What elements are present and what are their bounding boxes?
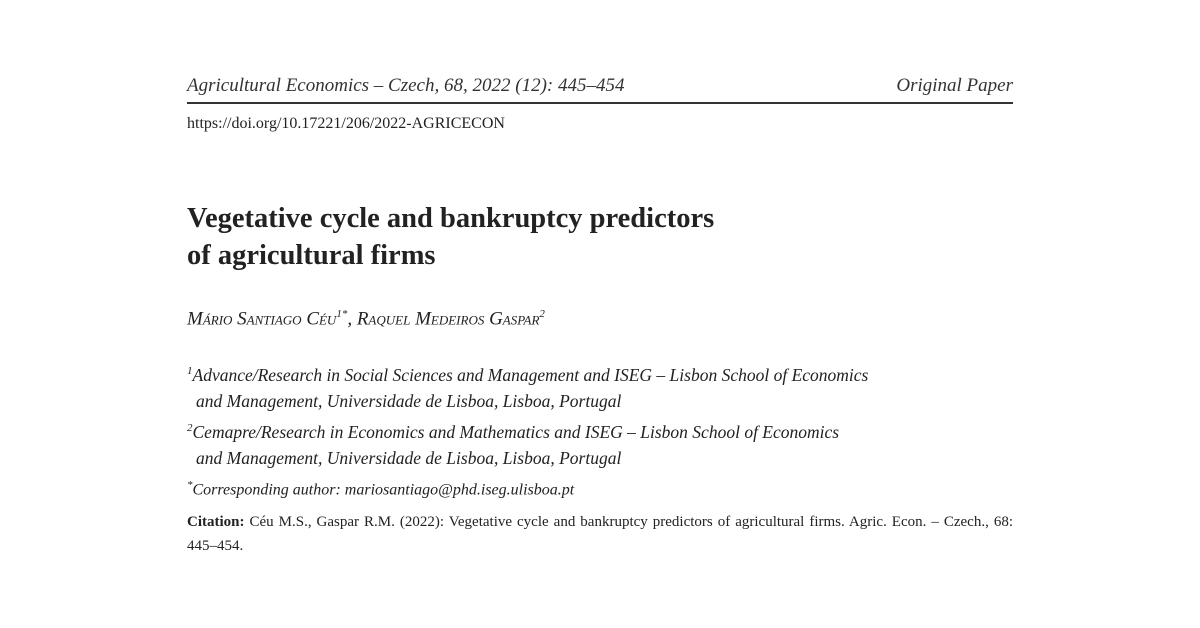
corresponding-mark: * <box>341 308 348 320</box>
title-line-2: of agricultural firms <box>187 240 436 271</box>
article-type: Original Paper <box>896 75 1013 96</box>
title-line-1: Vegetative cycle and bankruptcy predictors <box>187 203 715 234</box>
affiliation-1 <box>187 358 1013 415</box>
affiliation-1-line-1: Advance/Research in Social Sciences and Management and ISEG – Lisbon School of Economics <box>192 364 869 385</box>
author-name-1: Mário Santiago Céu <box>187 308 337 330</box>
corresponding-author <box>187 472 1013 504</box>
affiliation-2-line-2: and Management, Universidade de Lisboa, Lisboa, Portugal <box>196 448 622 469</box>
affiliation-1-line-2: and Management, Universidade de Lisboa, Lisboa, Portugal <box>196 391 622 412</box>
affiliation-2-line-1: Cemapre/Research in Economics and Mathematics and ISEG – Lisbon School of Economics <box>192 421 840 442</box>
citation-text: Céu M.S., Gaspar R.M. (2022): Vegetative cycle and bankruptcy predictors of agricultural firms. Agric. Econ. – Czech., 68: 445–454. <box>187 514 1013 554</box>
author-list <box>187 308 545 330</box>
author-separator: , <box>347 308 357 330</box>
author-1-affiliation-mark: 1 <box>336 308 342 320</box>
paper-page <box>187 0 1013 628</box>
corresponding-author-mark: * <box>187 478 193 491</box>
corresponding-author-text: Corresponding author: mariosantiago@phd.iseg.ulisboa.pt <box>192 480 575 498</box>
doi-link[interactable]: https://doi.org/10.17221/206/2022-AGRICECON <box>187 115 505 132</box>
citation-block <box>187 510 1013 558</box>
running-header <box>187 70 1013 104</box>
journal-citation: Agricultural Economics – Czech, 68, 2022 (12): 445–454 <box>187 75 625 96</box>
paper-title <box>187 200 1013 274</box>
affiliation-1-mark: 1 <box>187 365 193 377</box>
affiliations <box>187 358 1013 503</box>
citation-label: Citation: <box>187 514 245 530</box>
author-name-2: Raquel Medeiros Gaspar <box>356 308 540 330</box>
affiliation-2 <box>187 415 1013 472</box>
author-2-affiliation-mark: 2 <box>539 308 545 320</box>
affiliation-2-mark: 2 <box>187 421 193 434</box>
